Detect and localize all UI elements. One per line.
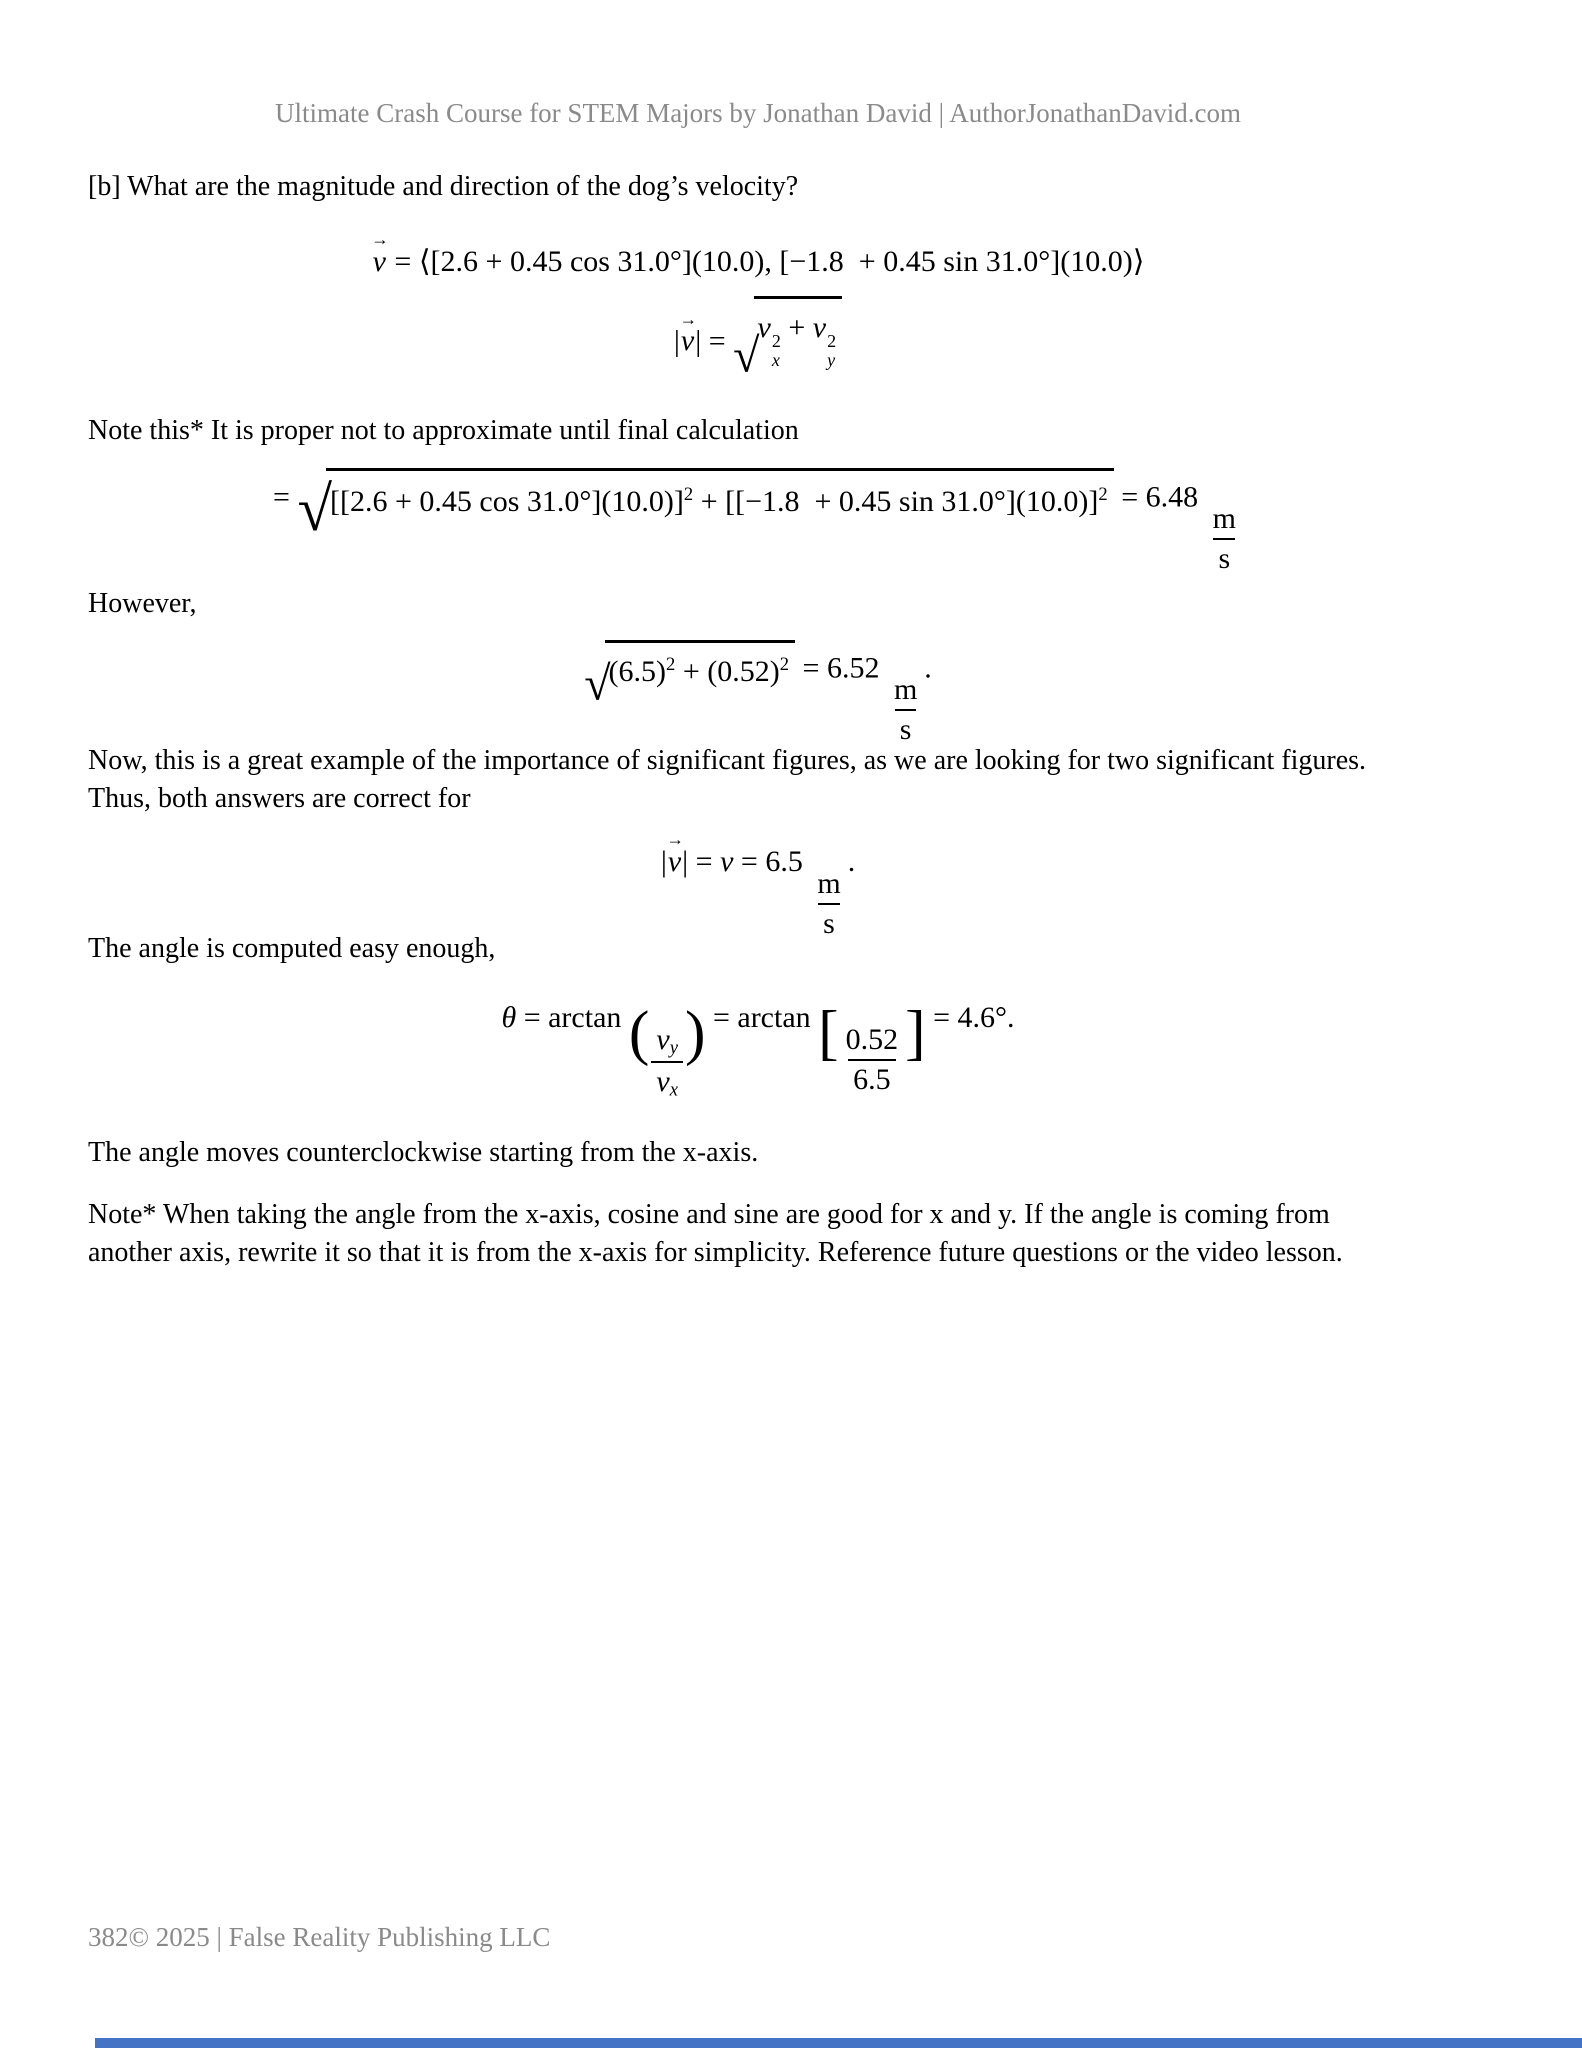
- bottom-accent-bar: [95, 2038, 1582, 2048]
- sigfig-paragraph: [88, 742, 1366, 818]
- angle-direction-line: The angle moves counterclockwise starting from the x-axis.: [88, 1137, 759, 1168]
- axis-note-paragraph: [88, 1196, 1343, 1272]
- eq-magnitude-answer: | → v| = v = 6.5 $\frac{m}{s}$ .: [660, 829, 856, 940]
- eq-magnitude-definition: | → v| = √ v 2 x + v 2 y: [88, 296, 1428, 370]
- page-header: Ultimate Crash Course for STEM Majors by Jonathan David | AuthorJonathanDavid.com: [274, 98, 1241, 128]
- question-line: [b] What are the magnitude and direction of the dog’s velocity?: [88, 171, 799, 202]
- eq-magnitude-full: = √ [[2.6 + 0.45 cos 31.0°](10.0)]$^2$ + [[−1.8 + 0.45 sin 31.0°](10.0)]$^2$ = 6.48 $\frac{m}{s}$: [88, 468, 1428, 577]
- axis-note-line-1: Note* When taking the angle from the x-axis, cosine and sine are good for x and y. If the angle is coming from: [88, 1199, 1330, 1230]
- eq-angle: θ = arctan ( $\frac{vy}{vx}$ ) = arctan [ $\frac{0.52}{6.5}$ ] = 4.6°.: [501, 998, 1015, 1101]
- sigfig-line-1: Now, this is a great example of the importance of significant figures, as we are looking for two significant figures.: [88, 745, 1367, 776]
- axis-note-line-2: another axis, rewrite it so that it is from the x-axis for simplicity. Reference future questions or the video lesson.: [88, 1237, 1343, 1268]
- page-footer: 382© 2025 | False Reality Publishing LLC: [88, 1922, 551, 1952]
- eq-magnitude-rounded: √ $(6.5)^2 + (0.52)^2$ = 6.52 $\frac{m}{s}$ .: [88, 640, 1428, 748]
- eq-velocity-components: → v = ⟨[2.6 + 0.45 cos 31.0°](10.0), [−1.8 + 0.45 sin 31.0°](10.0)⟩: [371, 229, 1145, 278]
- sigfig-line-2: Thus, both answers are correct for: [88, 783, 471, 814]
- however-line: However,: [88, 588, 197, 619]
- angle-intro-line: The angle is computed easy enough,: [88, 933, 496, 964]
- note-approximation-line: Note this* It is proper not to approximate until final calculation: [88, 415, 799, 446]
